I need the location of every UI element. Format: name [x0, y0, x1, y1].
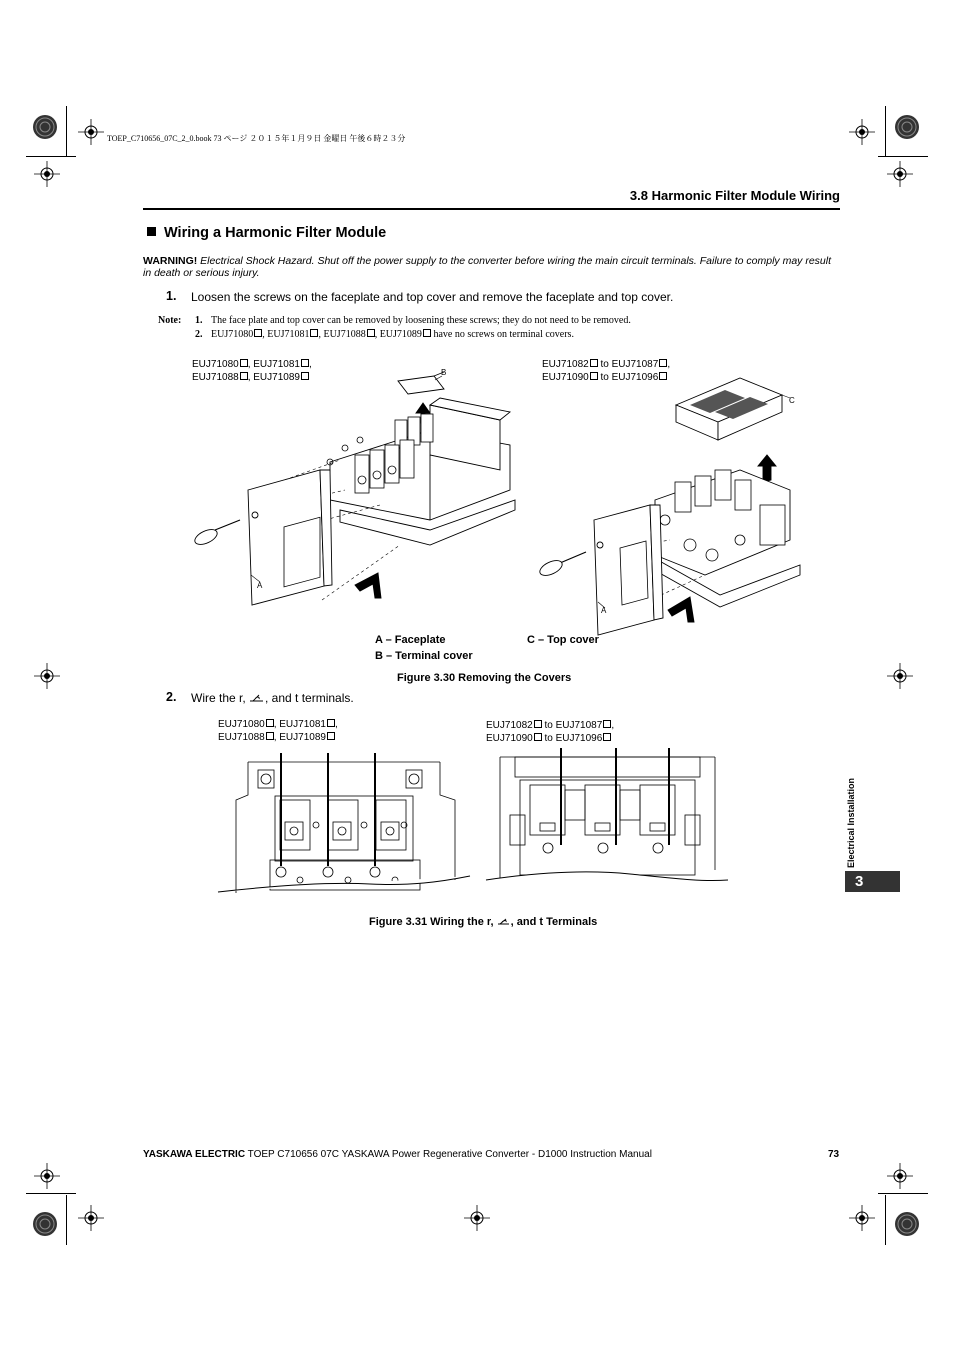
warning-text: Electrical Shock Hazard. Shut off the power supply to the converter before wiring the main circuit terminals. Failure to comply may result in death or serious injury.	[143, 255, 832, 279]
fig30-callout-b: B	[441, 368, 447, 377]
fig31-left-model: EUJ71080 , EUJ71081 , EUJ71088 , EUJ71089	[218, 719, 338, 743]
footer-text: YASKAWA ELECTRIC TOEP C710656 07C YASKAWA Power Regenerative Converter - D1000 Instruction Manual	[143, 1149, 652, 1160]
fig30-right-model: EUJ71082 to EUJ71087 , EUJ71090 to EUJ71096	[542, 359, 671, 383]
note-2-text: EUJ71080 , EUJ71081 , EUJ71088 , EUJ71089 have no screws on terminal covers.	[211, 329, 574, 340]
fig31-caption: Figure 3.31 Wiring the r, , and t Terminals	[369, 916, 598, 928]
step1-number: 1.	[166, 289, 177, 303]
fig30-callout-a-left: A	[257, 581, 263, 590]
fig30-callout-a-right: A	[601, 606, 607, 615]
step1-text: Loosen the screws on the faceplate and top cover and remove the faceplate and top cover.	[191, 290, 674, 304]
page-number: 73	[828, 1149, 840, 1160]
legend-faceplate: A – Faceplate	[375, 634, 446, 646]
footer-brand: YASKAWA ELECTRIC	[143, 1149, 246, 1160]
fig30-caption: Figure 3.30 Removing the Covers	[397, 672, 572, 684]
fig31-right-model: EUJ71082 to EUJ71087 , EUJ71090 to EUJ71096	[486, 720, 615, 744]
legend-top-cover: C – Top cover	[527, 634, 599, 646]
side-tab-label: Electrical Installation	[846, 777, 856, 869]
note-2-number: 2.	[195, 329, 203, 340]
fig30-callout-c: C	[789, 396, 795, 405]
step2-text: Wire the r, , and t terminals.	[191, 691, 354, 705]
fig30-left-model: EUJ71080 , EUJ71081 , EUJ71088 , EUJ71089	[192, 359, 312, 383]
print-header: TOEP_C710656_07C_2_0.book 73 ページ ２０１５年１月９日 金曜日 午後６時２３分	[107, 134, 406, 143]
side-tab-number: 3	[845, 871, 900, 892]
note-1-text: The face plate and top cover can be removed by loosening these screws; they do not need to be removed.	[211, 315, 631, 326]
note-label: Note:	[158, 315, 182, 326]
page-heading: Wiring a Harmonic Filter Module	[147, 225, 386, 241]
step2-number: 2.	[166, 690, 177, 704]
legend-terminal-cover: B – Terminal cover	[375, 650, 473, 662]
note-1-number: 1.	[195, 315, 203, 326]
section-header: 3.8 Harmonic Filter Module Wiring	[629, 188, 840, 203]
warning-label: WARNING!	[143, 255, 198, 267]
s-terminal-icon	[497, 917, 511, 926]
